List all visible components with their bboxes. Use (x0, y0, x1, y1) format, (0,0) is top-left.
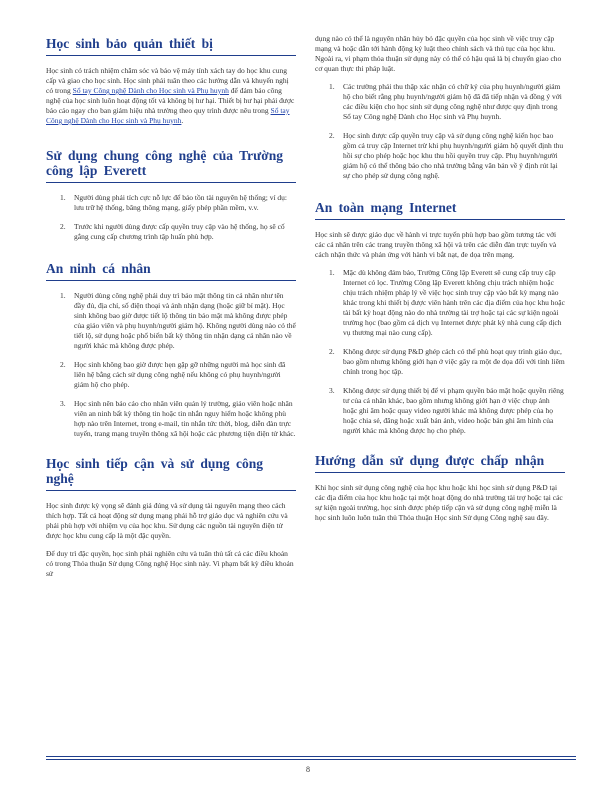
list-item: 2. Không được sử dụng P&D ghép cách có thể phù hoạt quy trình giáo dục, bao gồm nhưng không giới hạn ở việc gây ra một đe dọa đối với tính liêm chính trong học tập. (329, 347, 565, 376)
list-item: 3. Học sinh nên báo cáo cho nhân viên quản lý trường, giáo viên hoặc nhân viên an ninh bất kỳ thông tin hoặc tin nhắn nguy hiểm hoặc không phù hợp nào trên Internet, trong e-mail, tin nhắn tức thời, blog, diễn đàn trực tuyến, trang mạng truyền thông xã hội hoặc các phương tiện điện tử khác. (60, 399, 296, 438)
heading-shared-use: Sử dụng chung công nghệ của Trường công lập Everett (46, 148, 296, 183)
list-item: 2. Học sinh được cấp quyền truy cập và sử dụng công nghệ kiến học bao gồm cả truy cập Internet trừ khi phụ huynh/người giám hộ quyết định thu hồi sự cho phép hoặc học khu thu hồi quyền truy cập. Phụ huynh/người giám hộ có thể thông báo cho nhà trường bằng văn bản về ý định rút lại sự cho phép sử dụng công nghệ. (329, 131, 564, 180)
paragraph-access-3: dụng nào có thể là nguyên nhân hủy bỏ đặc quyền của học sinh về việc truy cập mạng và hoặc dẫn tới hành động kỷ luật theo chính sách và thủ tục của học khu. Ngoài ra, vi phạm thỏa thuận sử dụng này có thể có hậu quả là bị chuyển giao cho cơ quan thực thi pháp luật. (315, 34, 562, 73)
footer-rule-bottom (46, 759, 576, 760)
paragraph-access-1: Học sinh được kỳ vọng sẽ đánh giá đúng và sử dụng tài nguyên mạng theo cách thích hợp. Tất cả hoạt động sử dụng mạng phải hỗ trợ giáo dục và nghiên cứu và phải phù hợp với nhiệm vụ của học khu. Sử dụng các nguồn tài nguyên điện tử được học khu cung cấp là một đặc quyền. (46, 501, 288, 540)
handbook-link-1[interactable]: Sổ tay Công nghệ Dành cho Học sinh và Phụ huynh (72, 86, 229, 95)
handbook-link-2[interactable]: Sổ tay Công nghệ Dành cho Học sinh và Phụ huynh (46, 106, 290, 125)
list-item: 2. Trước khi người dùng được cấp quyền truy cập vào hệ thống, họ sẽ cố gắng cung cấp chương trình tập huấn phù hợp. (60, 222, 285, 241)
heading-acceptable-use: Hướng dẫn sử dụng được chấp nhận (315, 453, 565, 473)
list-item: 1. Các trường phải thu thập xác nhận có chữ ký của phụ huynh/người giám hộ cho biết rằng phụ huynh/người giám hộ đã đã tiếp nhận và đồng ý với các điều kiện cho học sinh sử dụng công nghệ như được quy định trong Sổ tay Công nghệ Dành cho Học sinh và Phụ huynh. (329, 82, 562, 121)
left-column (46, 0, 296, 587)
paragraph-access-2: Để duy trì đặc quyền, học sinh phải nghiên cứu và tuân thủ tất cả các điều khoản có trong Thỏa thuận Sử dụng Công nghệ Học sinh này. Vi phạm bất kỳ điều khoản sử (46, 549, 294, 578)
heading-personal-security: An ninh cá nhân (46, 261, 296, 281)
list-item: 2. Học sinh không bao giờ được hẹn gặp gỡ những người mà học sinh đã liên hệ bằng cách sử dụng công nghệ nếu không có phụ huynh/người giám hộ cho phép. (60, 360, 286, 389)
internet-list (329, 268, 565, 436)
list-item: 1. Người dùng phải tích cực nỗ lực để bảo tồn tài nguyên hệ thống; ví dụ: lưu trữ hệ thống, băng thông mạng, giấy phép phần mềm, v.v. (60, 193, 287, 212)
access-list (329, 82, 565, 181)
paragraph-acceptable: Khi học sinh sử dụng công nghệ của học khu hoặc khi học sinh sử dụng P&D tại các địa điểm của học khu hoặc tại một hoạt động do nhà trường tài trợ hoặc tại các sự kiện ngoài trường, học sinh được phép tiếp cận và sử dụng công nghệ miễn là học sinh luôn luôn tuân thủ Thỏa thuận Học sinh Sử dụng Công nghệ sau đây. (315, 483, 563, 522)
page-number: 8 (306, 765, 310, 774)
heading-access: Học sinh tiếp cận và sử dụng công nghệ (46, 456, 296, 491)
shared-use-list (60, 193, 296, 242)
paragraph-internet: Học sinh sẽ được giáo dục về hành vi trực tuyến phù hợp bao gồm tương tác với các cá nhân trên các trang truyền thông xã hội và trên các diễn đàn trực tuyến và cách nhận thức và phản ứng với hành vi bắt nạt, đe dọa trên mạng. (315, 230, 557, 259)
heading-internet-safety: An toàn mạng Internet (315, 200, 565, 220)
right-column (315, 0, 565, 531)
footer-rule-top (46, 756, 576, 757)
heading-equipment: Học sinh bảo quản thiết bị (46, 36, 296, 56)
list-item: 1. Mặc dù không đảm bảo, Trường Công lập Everett sẽ cung cấp truy cập Internet có lọc. Trường Công lập Everett không chịu trách nhiệm hoặc chịu trách nhiệm pháp lý về việc học sinh truy cập vào bất kỳ mạng nào khác trong khi thiết bị được viên hành trên các địa điểm của học khu hoặc tài bất kỳ hoạt động nào do nhà trường tài trợ hoặc tại các sự kiện ngoài trường học (bao gồm cả dịch vụ Internet được phát kỳ nhà cung cấp dịch vụ thương mại nào cung cấp). (329, 268, 565, 337)
security-list (60, 291, 296, 439)
list-item: 1. Người dùng công nghệ phải duy trì bảo mật thông tin cá nhân như tên đầy đủ, địa chỉ, số điện thoại và ảnh nhận dạng (hoặc giữ bí mật). Học sinh không bao giờ được tiết lộ thông tin bảo mật mà không được phép của giáo viên và phụ huynh/người giám hộ. Không người dùng nào có thể tiết lộ, sử dụng hoặc phổ biến bất kỳ thông tin nhận dạng cá nhân nào về người khác mà không được phép. (60, 291, 296, 350)
list-item: 3. Không được sử dụng thiết bị để vi phạm quyền bảo mật hoặc quyền riêng tư của cá nhân khác, bao gồm nhưng không giới hạn ở việc chụp ảnh hoặc ghi âm hoặc quay video người khác mà không được phép của họ hoặc chia sẻ, đăng hoặc xuất bản ảnh, video hoặc bản ghi âm hình của người khác mà không được họ cho phép. (329, 386, 564, 435)
paragraph-equipment: Học sinh có trách nhiệm chăm sóc và bảo vệ máy tính xách tay do học khu cung cấp và giao cho học sinh. Học sinh phải tuân theo các hướng dẫn và khuyến nghị có trong Sổ tay Công nghệ Dành cho Học sinh và Phụ huynh để đảm bảo công nghệ của học sinh luôn hoạt động tốt và không bị hư hại. Thiết bị hư hại phải được báo cáo ngay cho ban giám hiệu nhà trường theo quy trình được nêu trong Sổ tay Công nghệ Dành cho Học sinh và Phụ huynh. (46, 66, 295, 125)
